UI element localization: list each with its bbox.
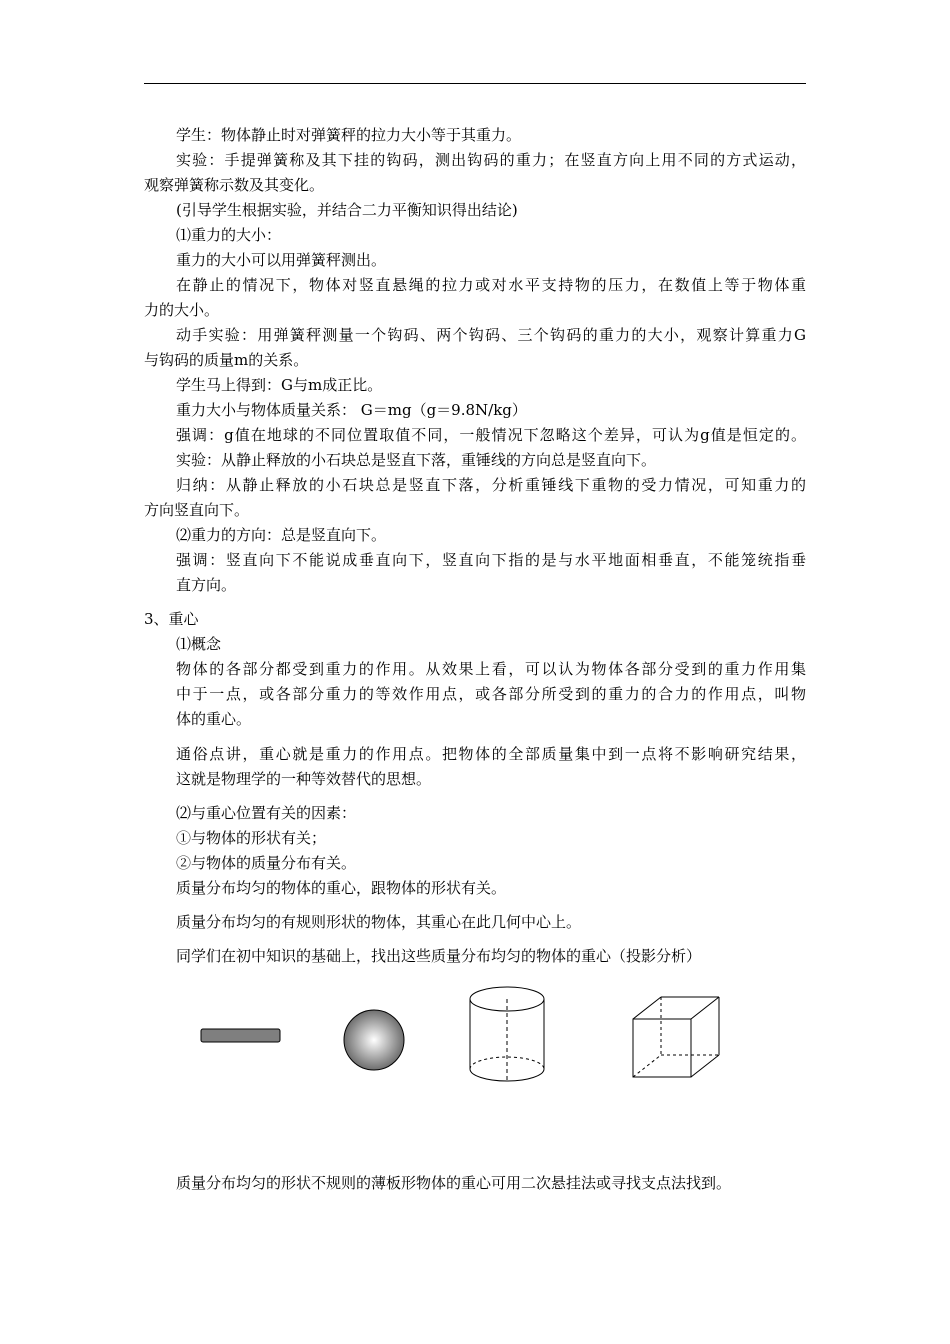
text-line: 这就是物理学的一种等效替代的思想。 (176, 770, 432, 788)
text-line: 学生：物体静止时对弹簧秤的拉力大小等于其重力。 (176, 126, 522, 144)
text-line: 与钩码的质量m的关系。 (144, 351, 309, 369)
list-item: ①与物体的形状有关； (176, 829, 327, 847)
text-line: 实验：手提弹簧称及其下挂的钩码，测出钩码的重力；在竖直方向上用不同的方式运动， (176, 151, 806, 169)
text-line: 强调：g值在地球的不同位置取值不同，一般情况下忽略这个差异，可认为g值是恒定的。 (176, 426, 806, 444)
text-line: 体的重心。 (176, 710, 252, 728)
text-line: 观察弹簧称示数及其变化。 (144, 176, 325, 194)
text-line: 通俗点讲，重心就是重力的作用点。把物体的全部质量集中到一点将不影响研究结果， (176, 745, 806, 763)
text-line: 强调：竖直向下不能说成垂直向下，竖直向下指的是与水平地面相垂直，不能笼统指垂 (176, 551, 806, 569)
bar-shape-icon (200, 1028, 282, 1044)
text-line: 动手实验：用弹簧秤测量一个钩码、两个钩码、三个钩码的重力的大小，观察计算重力G (176, 326, 806, 344)
header-rule (144, 83, 806, 84)
text-line: 中于一点，或各部分重力的等效作用点，或各部分所受到的重力的合力的作用点，叫物 (176, 685, 806, 703)
text-line: 在静止的情况下，物体对竖直悬绳的拉力或对水平支持物的压力，在数值上等于物体重 (176, 276, 806, 294)
formula-line: 重力大小与物体质量关系： G＝mg（g＝9.8N/kg） (176, 401, 527, 419)
text-line: ⑵重力的方向：总是竖直向下。 (176, 526, 387, 544)
sphere-shape-icon (342, 1008, 406, 1072)
text-line: 质量分布均匀的有规则形状的物体，其重心在此几何中心上。 (176, 913, 582, 931)
cube-shape-icon (630, 995, 726, 1081)
text-line: 归纳：从静止释放的小石块总是竖直下落，分析重锤线下重物的受力情况，可知重力的 (176, 476, 806, 494)
text-line: 重力的大小可以用弹簧秤测出。 (176, 251, 387, 269)
text-line: 质量分布均匀的形状不规则的薄板形物体的重心可用二次悬挂法或寻找支点法找到。 (176, 1174, 732, 1192)
list-item: ②与物体的质量分布有关。 (176, 854, 357, 872)
text-line: 方向竖直向下。 (144, 501, 250, 519)
subheading: ⑵与重心位置有关的因素： (176, 804, 357, 822)
subheading: ⑴概念 (176, 635, 222, 653)
text-line: 学生马上得到：G与m成正比。 (176, 376, 383, 394)
text-line: 质量分布均匀的物体的重心，跟物体的形状有关。 (176, 879, 507, 897)
cylinder-shape-icon (465, 985, 549, 1085)
text-line: 力的大小。 (144, 301, 220, 319)
text-line: 同学们在初中知识的基础上，找出这些质量分布均匀的物体的重心（投影分析） (176, 947, 702, 965)
text-line: 物体的各部分都受到重力的作用。从效果上看，可以认为物体各部分受到的重力作用集 (176, 660, 806, 678)
text-line: 直方向。 (176, 576, 237, 594)
text-line: 实验：从静止释放的小石块总是竖直下落，重锤线的方向总是竖直向下。 (176, 451, 657, 469)
text-line: (引导学生根据实验，并结合二力平衡知识得出结论) (176, 201, 518, 219)
section-heading: 3、重心 (144, 610, 199, 628)
text-line: ⑴重力的大小： (176, 226, 282, 244)
